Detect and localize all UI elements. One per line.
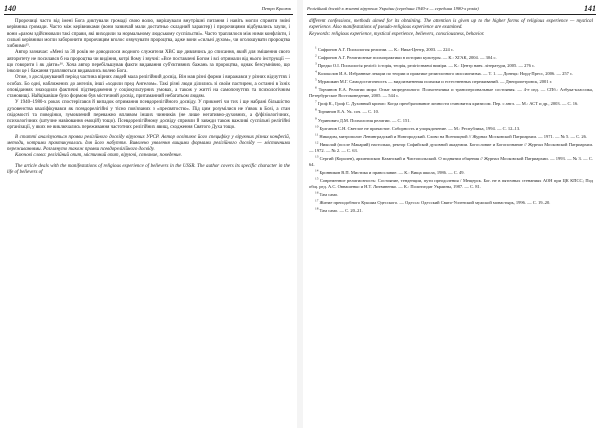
abstract-english-continuation: different confessions, methods aimed for its obtaining. The attention is given up to the higher forms of religious experience — mystical experience. Also manifestations of pseudo-religious experience are examined.	[309, 19, 593, 31]
footnote-text: Торчинов Е.А. Ук. соч. — С. 10.	[317, 109, 379, 115]
footnote-text: Бронников В.П. Мистика и православие. — К.: Вища школа, 1986. — С. 49.	[319, 169, 465, 175]
footnote	[309, 178, 593, 190]
running-head-article-title: Релігійний досвід в житті віруючих України (середина 1940-х — середина 1980-х років)	[307, 6, 479, 11]
footnote	[309, 208, 593, 214]
footnote	[309, 118, 593, 124]
footnote-number: 2	[315, 53, 317, 58]
page-number-right: 141	[584, 4, 596, 13]
footnote-number: 4	[315, 69, 317, 74]
footnote	[309, 63, 593, 69]
footnote-number: 15	[315, 176, 319, 181]
footnote	[309, 156, 593, 168]
footnote-number: 9	[315, 116, 317, 121]
abstract-paragraph: В статті аналізуються прояви релігійного досвіду віруючих УРСР. Автор освітлює його специфіку у віруючих різних конфесій, методи, котрими практикувалась для його набуття. Виявлено уявлення вищими формами релігійного досвіду — містичними переживаннями. Розглянуто також прояви псевдорелігійного досвіду.	[7, 134, 290, 152]
footnote-number: 1	[315, 45, 317, 50]
footnote	[309, 101, 593, 107]
footnote-text: Сафронов А.Г. Религиозные психопрактики в истории культуры. — К.: ХГАК, 2004. — 304 с.	[317, 54, 497, 60]
footnote	[309, 170, 593, 176]
keywords-text: religious experience, mystical experience, believers, consciousness, behavior.	[331, 31, 485, 37]
footnote-number: 5	[315, 77, 317, 82]
page-number-left: 140	[4, 4, 16, 13]
footnote	[309, 87, 593, 99]
footnote-text: Никодим, митрополит Ленинградский и Новгородский. Слово на Всенощной // Журнал Московской Патриархии. — 1971. — № 5. — С. 26.	[319, 133, 588, 139]
footnote	[309, 55, 593, 61]
footnote-text: Там само. — С. 20–21.	[319, 208, 363, 214]
footnote	[309, 200, 593, 206]
footnote-number: 3	[315, 61, 317, 66]
abstract-english	[7, 164, 290, 177]
footnote	[309, 134, 593, 140]
footnote-text: Николай (после Макарий) настолько, ректор Софийской духовной академии. Богословие и Богопознание // Журнал Московской Патриархии. — 1972. — № 2. — С. 63.	[309, 142, 593, 153]
right-page	[303, 0, 600, 428]
abstract-ukrainian	[7, 135, 290, 160]
footnote-number: 14	[315, 168, 319, 173]
keywords-line	[309, 32, 593, 38]
footnote-text: Булганов С.Н. Светлое не причастие. Соборность и упорядочение. — М.: Республика, 1994. — С. 12–13.	[319, 125, 521, 131]
footnote-number: 8	[315, 107, 317, 112]
footnote-number: 18	[315, 206, 319, 211]
paragraph: У 1940–1980-х роках спостерігався й випадок отримання псевдорелігійного досвіду. У прикметі чи тих і ще набрані більшістю духовенства кваліфікувався як псевдорелігійні у тісно пов'язаних з «пресвятостю». Під цим розумілися не з'явок в Бозі, а стан свідомості та поведінки, зумовлений переважно впливом інших чинників (не лише негативно-духовних, а ф/фізіологічних, психологічних (штучне навіювання емоцій) тощо). Псевдорелігійному досвіду сприяли й завжди також важливі суспільні релігійні організації, у яких не виключались переживання частотних релігійних явищ, сходження Святого Духа тощо.	[7, 100, 290, 131]
footnote-text: Гроф К., Гроф С. Духовный кризис: Когда преобразование личности становится кризисом. Пер. с англ. — М.: АСТ и др., 2003. — С. 16.	[317, 101, 579, 107]
footnote-number: 10	[315, 124, 319, 129]
footnote	[309, 142, 593, 154]
footnote	[309, 126, 593, 132]
footnote-number: 6	[315, 85, 317, 90]
footnote-text: Торчинов Е.А. Религии мира: Опыт запредельного: Психотехника и трансперсональные состояния. — 4-е изд. — СПб.: Азбука-классика, Петербургское Востоковедение, 2005. — 544 с.	[309, 87, 594, 99]
abstract-paragraph-en: The article deals with the manifestations of religious experience of believers in the USSR. The author covers its specific character in the life of believers of	[7, 163, 290, 175]
left-page	[0, 0, 297, 428]
footnote	[309, 47, 593, 53]
footnote-text: Предко О.І. Психологія релігії: історія, теорія, релігієзнавчі виміри. — К.: Центр навч. літератури, 2005. — 276 с.	[317, 63, 536, 69]
running-head-author: Петро Кралюк	[261, 6, 291, 11]
footnote-number: 7	[315, 99, 317, 104]
footnote-text: Угринович Д.М. Психология религии. — С. 151.	[317, 117, 411, 123]
running-head-left	[4, 4, 293, 15]
footnote-text: Колоколов И.А. Избранные лекции по теории и практике религиозного миссионизма. — Т. 1. — Донецк: Норд-Пресс, 2006. — 257 с.	[317, 71, 574, 77]
footnote-number: 11	[315, 132, 319, 137]
keywords-label: Keywords:	[309, 31, 331, 37]
footnote-number: 12	[315, 140, 319, 145]
footnote-number: 16	[315, 190, 319, 195]
footnote-text: Современное религиозность: Состояние, тенденции, пути преодоления / Мещерск. Бог. не в пяточных стенаниях АОН при ЦК КПСС; Под общ. ред. А.С. Овнашенко и Н.Т. Литвиненко. — К.: Политиздат Украины, 1987. — С. 81.	[309, 177, 594, 189]
running-head-right	[307, 4, 596, 15]
footnote-text: Мурашкин М.Г. Самодостаточность — видоизменения психики и естественных переживаний. — Днепропетровск, 2001 г.	[317, 79, 553, 85]
abstract-keywords: Ключові слова: релігійний опит, містичний опит, віруючі, сознание, поведение.	[15, 153, 182, 159]
footnote-text: Сергий (Королев), архиепископ Казанский и Чистопольский. О поднятии общения // Журнал Московской Патриархии. — 1993. — № 3. — С. 64.	[309, 155, 593, 167]
footnote-number: 17	[315, 198, 319, 203]
footnotes-list	[309, 47, 593, 214]
footnote-number: 13	[315, 154, 319, 159]
paragraph: Автор зазначає: «Мені за 30 років не доводилося жодного служителя ХВС ще дивлячись до списання, який для змішення свого авторитету не посилався б на пророцтва чи видіння, котрі йому і звучні: «Все поставлені Богом і всі отримали від нього інструкції — що говорити і як діяти»¹⁶. Хоча автор перебільшував факти видавання суб'єктивних бажань за пророцтва, однак безсумнівно, що інколи це і бажання трапляються видавались волею Бога.	[7, 50, 290, 74]
footnote-text: Сафронов А.Г. Психология религии. — К.: Ника-Центр, 2003. — 224 с.	[317, 46, 454, 52]
left-body-text	[7, 19, 290, 176]
footnote-text: Там само.	[319, 191, 339, 197]
footnote-text: Житие преподобного Кукшиа Одесского. — Одесса: Одесский Свято-Успенский мужской монастырь, 1996. — С. 19–20.	[319, 200, 551, 205]
footnote	[309, 109, 593, 115]
footnote	[309, 192, 593, 198]
right-body-text	[309, 19, 593, 216]
paragraph: Отже, з досліджуваний період частина вірних людей мала релігійний досвід. Він мав різні форми і виражався у різних відчуттях і особах. Бо одні, наближених до ангелів, інші «ходили пред Ангелом». Такі різні люди ділились зі своїм пастирем, а останні в їхніх оповіданнях знаходили фактичні підтвердження у соціокультурних умовах, а також у житті на самопочуттях та психологічним становищі. Найцікавіше було формою був містичний досвід, притаманний небагатьом людям.	[7, 75, 290, 99]
footnote	[309, 79, 593, 85]
footnote	[309, 71, 593, 77]
paragraph: Пророчиці часто від імені Бога диктували громаді свою волю, вирішували внутрішні питання і навіть могли сприяти зміні керівника громади. Часто між керівниками (вони зазвичай мали достатньо складний характер) і пророчицями відбувались хаули, і вони «разом здійснювали такі справи, які виходили за нормальному людському суспільстві». Часто траплялося між ними конфлікти, і сильні керівники могли заборонити пророчицям вголос озвучувати пророцтва, адже вони «сильні духом», чи оголошувати пророцтва хибними¹⁵.	[7, 19, 290, 49]
